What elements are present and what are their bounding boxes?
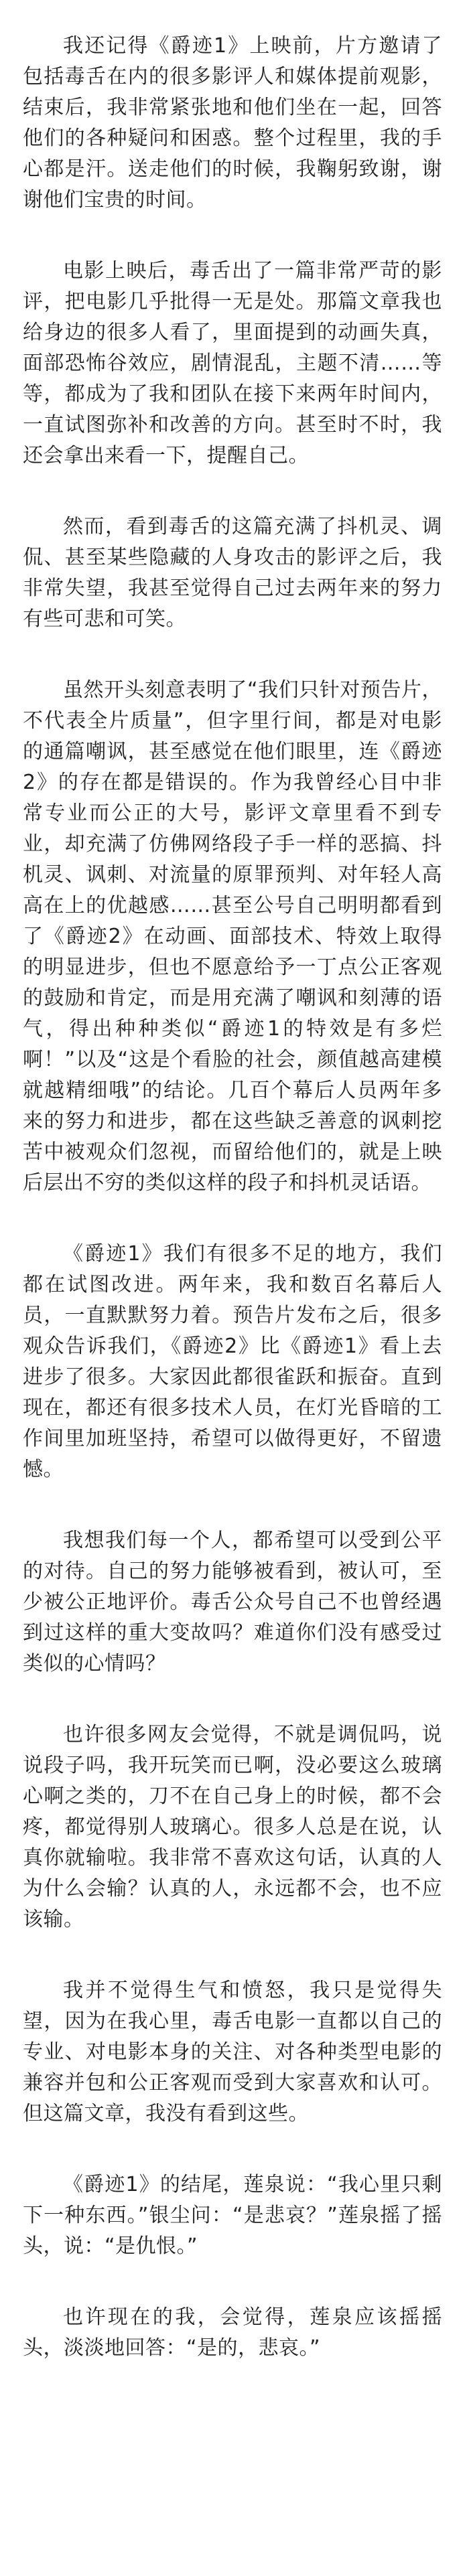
article-paragraph: 我并不觉得生气和愤怒，我只是觉得失望，因为在我心里，毒舌电影一直都以自己的专业、对电影本身的关注、对各种类型电影的兼容并包和公正客观而受到大家喜欢和认可。但这篇文章，我没有看到这些。 (23, 1979, 442, 2125)
article-paragraph: 我还记得《爵迹1》上映前，片方邀请了包括毒舌在内的很多影评人和媒体提前观影，结束后，我非常紧张地和他们坐在一起，回答他们的各种疑问和困惑。整个过程里，我的手心都是汗。送走他们的时候，我鞠躬致谢，谢谢他们宝贵的时间。 (23, 34, 442, 212)
article-paragraph: 我想我们每一个人，都希望可以受到公平的对待。自己的努力能够被看到，被认可，至少被公正地评价。毒舌公众号自己不也曾经遇到过这样的重大变故吗？难道你们没有感受过类似的心情吗？ (23, 1529, 442, 1675)
article-paragraph: 也许很多网友会觉得，不就是调侃吗，说说段子吗，我开玩笑而已啊，没必要这么玻璃心啊之类的，刀不在自己身上的时候，都不会疼，都觉得别人玻璃心。很多人总是在说，认真你就输啦。我非常不喜欢这句话，认真的人为什么会输？认真的人，永远都不会，也不应该输。 (23, 1723, 442, 1931)
article-paragraph: 虽然开头刻意表明了“我们只针对预告片，不代表全片质量”，但字里行间，都是对电影的通篇嘲讽，甚至感觉在他们眼里，连《爵迹2》的存在都是错误的。作为我曾经心目中非常专业而公正的大号，影评文章里看不到专业，却充满了仿佛网络段子手一样的恶搞、抖机灵、讽刺、对流量的原罪预判、对年轻人高高在上的优越感……甚至公号自己明明都看到了《爵迹2》在动画、面部技术、特效上取得的明显进步，但也不愿意给予一丁点公正客观的鼓励和肯定，而是用充满了嘲讽和刻薄的语气，得出种种类似“爵迹1的特效是有多烂啊！”以及“这是个看脸的社会，颜值越高建模就越精细哦”的结论。几百个幕后人员两年多来的努力和进步，都在这些缺乏善意的讽刺挖苦中被观众们忽视，而留给他们的，就是上映后层出不穷的类似这样的段子和抖机灵话语。 (23, 678, 442, 1195)
article-paragraph: 《爵迹1》的结尾，莲泉说：“我心里只剩下一种东西。”银尘问：“是悲哀？”莲泉摇了摇头，说：“是仇恨。” (23, 2173, 442, 2258)
article-paragraph: 电影上映后，毒舌出了一篇非常严苛的影评，把电影几乎批得一无是处。那篇文章我也给身边的很多人看了，里面提到的动画失真，面部恐怖谷效应，剧情混乱，主题不清……等等，都成为了我和团队在接下来两年时间内，一直试图弥补和改善的方向。甚至时不时，我还会拿出来看一下，提醒自己。 (23, 259, 442, 467)
article-paragraph: 也许现在的我，会觉得，莲泉应该摇摇头，淡淡地回答：“是的，悲哀。” (23, 2305, 442, 2360)
article-paragraph: 《爵迹1》我们有很多不足的地方，我们都在试图改进。两年来，我和数百名幕后人员，一直默默努力着。预告片发布之后，很多观众告诉我们，《爵迹2》比《爵迹1》看上去进步了很多。大家因此都很雀跃和振奋。直到现在，都还有很多技术人员，在灯光昏暗的工作间里加班坚持，希望可以做得更好，不留遗憾。 (23, 1242, 442, 1481)
article-paragraph: 然而，看到毒舌的这篇充满了抖机灵、调侃、甚至某些隐藏的人身攻击的影评之后，我非常失望，我甚至觉得自己过去两年来的努力有些可悲和可笑。 (23, 515, 442, 631)
